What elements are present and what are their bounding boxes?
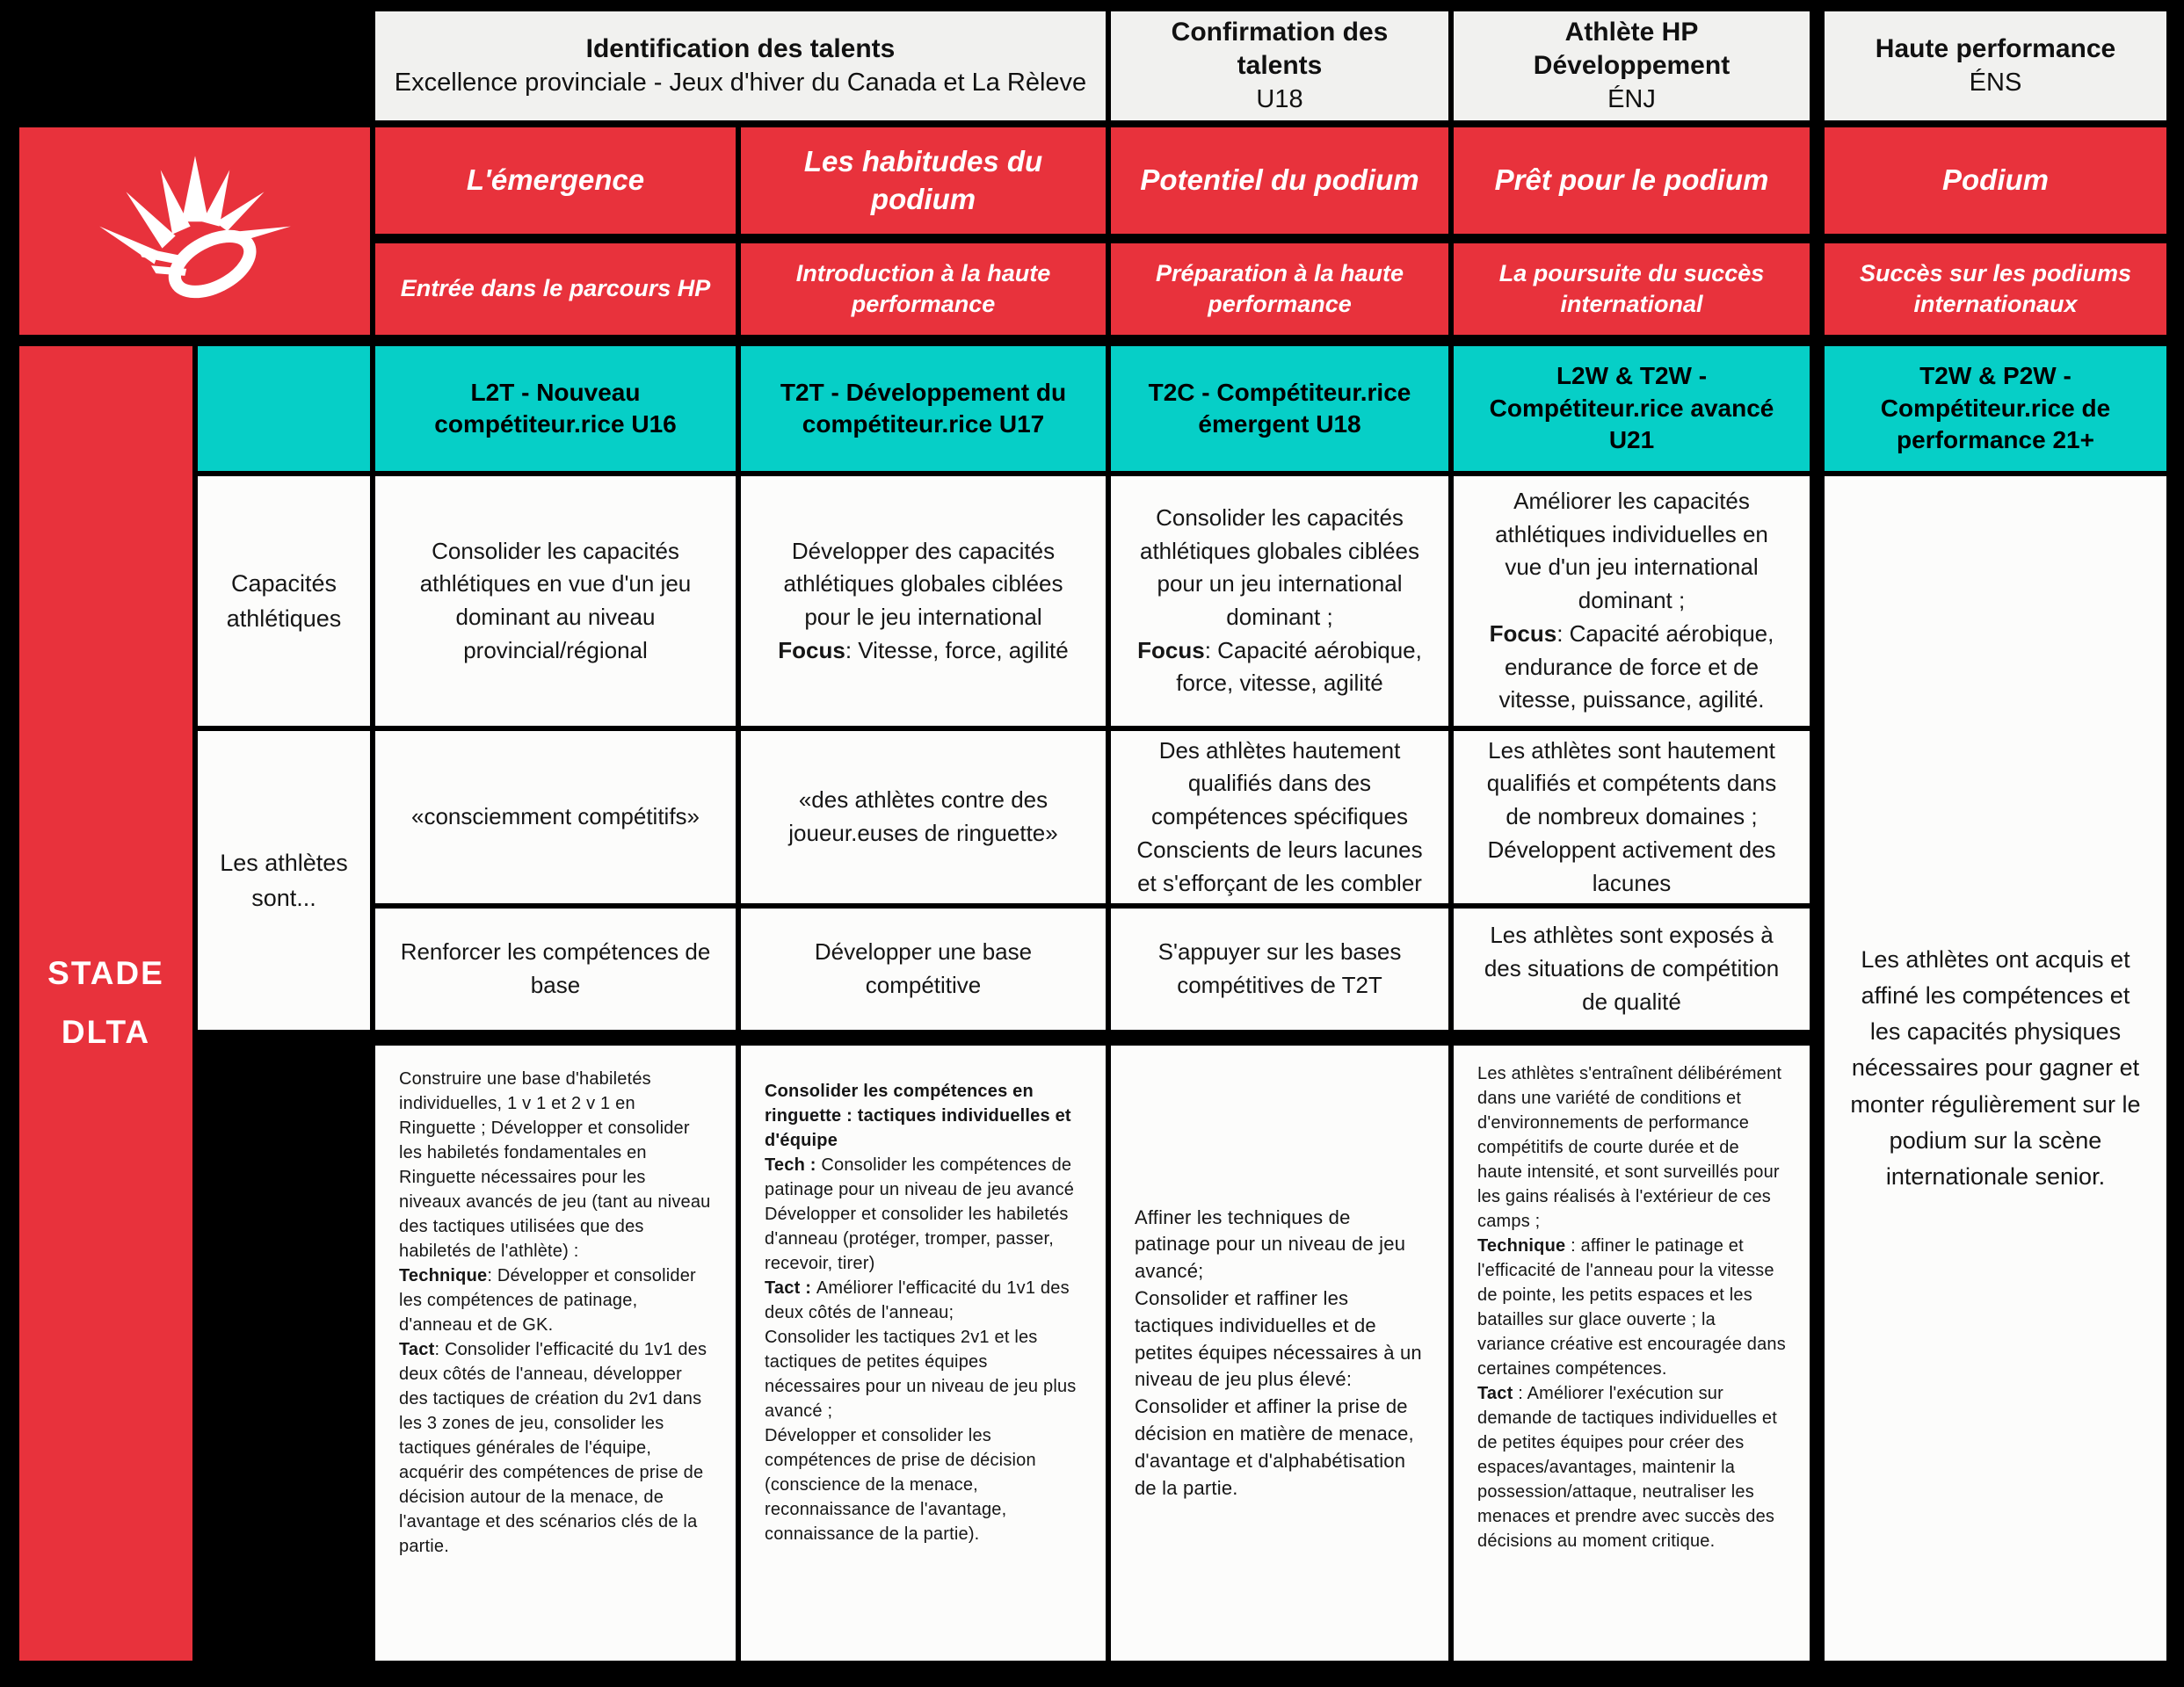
row-label-text: Capacités athlétiques <box>226 569 342 632</box>
phase-pret-podium <box>1454 127 1810 234</box>
development-l2w-cell: Les athlètes s'entraînent délibérément dans une variété de conditions et d'environnements de performance compétitifs de courte durée et de haute intensité, et sont surveillés pour les gains réalisés à l'extérieur de ces camps ; Technique : affiner le patinage et l'efficacité de l'anneau pour la vitesse de pointe, les petits espaces et les batailles sur glace ouverte ; la variance créative est encouragée dans certaines compétences. Tact : Améliorer l'exécution sur demande de tactiques individuelles et de petites équipes pour créer des espaces/avantages, maintenir la possession/attaque, neutraliser les menaces et prendre avec succès des décisions au moment critique. <box>1454 1046 1810 1661</box>
phase-potentiel-podium <box>1111 127 1448 234</box>
pathway-preparation-hp <box>1111 243 1448 335</box>
phase-habitudes-podium <box>741 127 1106 234</box>
base-l2t-cell <box>375 909 736 1030</box>
base-t2c-cell <box>1111 909 1448 1030</box>
podium-summary-cell <box>1825 476 2166 1661</box>
pathway-succes-podiums <box>1825 243 2166 335</box>
capacites-l2t-cell <box>375 476 736 726</box>
podium-summary-text: Les athlètes ont acquis et affiné les compétences et les capacités physiques nécessaires pour gagner et monter régulièrement sur le podium sur la scène internationale senior. <box>1850 946 2141 1190</box>
logo-cell <box>19 127 370 335</box>
cell-text: Les athlètes sont exposés à des situations de compétition de qualité <box>1484 922 1780 1015</box>
stage-label: L2W & T2W - Compétiteur.rice avancé U21 <box>1489 362 1774 454</box>
header-subtitle: Excellence provinciale - Jeux d'hiver du Canada et La Rèleve <box>394 68 1087 97</box>
capacites-l2w-cell: Améliorer les capacités athlétiques individuelles en vue d'un jeu international dominant ; Focus: Capacité aérobique, endurance de force et de vitesse, puissance, agilité. <box>1454 476 1810 726</box>
stage-label: T2W & P2W - Compétiteur.rice de performance 21+ <box>1880 362 2111 454</box>
capacites-t2t-cell: Développer des capacités athlétiques globales ciblées pour le jeu international Focus: Vitesse, force, agilité <box>741 476 1106 726</box>
pathway-label: Introduction à la haute performance <box>795 259 1051 317</box>
base-l2w-cell <box>1454 909 1810 1030</box>
pathway-label: Succès sur les podiums internationaux <box>1859 259 2132 317</box>
header-title: Confirmation des talents <box>1171 18 1389 81</box>
row-label-text: Les athlètes sont... <box>220 849 348 911</box>
stade-dlta-column <box>19 346 192 1661</box>
pathway-poursuite-succes <box>1454 243 1810 335</box>
teal-empty-cell <box>198 346 370 471</box>
pathway-label: Entrée dans le parcours HP <box>400 275 711 302</box>
pathway-label: Préparation à la haute performance <box>1155 259 1404 317</box>
capacites-t2c-cell: Consolider les capacités athlétiques globales ciblées pour un jeu international dominant ; Focus: Capacité aérobique, force, vitesse, agilité <box>1111 476 1448 726</box>
stade-label-line2: DLTA <box>61 1014 151 1050</box>
stage-t2w-p2w <box>1825 346 2166 471</box>
header-haute-performance <box>1825 11 2166 120</box>
stage-l2t <box>375 346 736 471</box>
header-title: Identification des talents <box>585 34 896 64</box>
phase-emergence <box>375 127 736 234</box>
stade-label-line1: STADE <box>47 955 164 992</box>
athletes-t2c-cell: Des athlètes hautement qualifiés dans des compétences spécifiques Conscients de leurs lacunes et s'efforçant de les combler <box>1111 731 1448 903</box>
stage-t2t <box>741 346 1106 471</box>
pathway-entree-hp <box>375 243 736 335</box>
stage-t2c <box>1111 346 1448 471</box>
phase-label: Podium <box>1942 163 2049 197</box>
cell-text: Consolider les capacités athlétiques en vue d'un jeu dominant au niveau provincial/régional <box>419 537 692 663</box>
cell-text: S'appuyer sur les bases compétitives de T2T <box>1157 938 1402 998</box>
cell-text: «des athlètes contre des joueur.euses de ringuette» <box>788 786 1058 846</box>
base-t2t-cell <box>741 909 1106 1030</box>
pathway-label: La poursuite du succès international <box>1498 259 1765 317</box>
development-t2t-cell: Consolider les compétences en ringuette : tactiques individuelles et d'équipe Tech : Consolider les compétences de patinage pour un niveau de jeu avancé Développer et consolider les habiletés d'anneau (protéger, tromper, passer, recevoir, tirer) Tact : Améliorer l'efficacité du 1v1 des deux côtés de l'anneau; Consolider les tactiques 2v1 et les tactiques de petites équipes nécessaires pour un niveau de jeu plus avancé ; Développer et consolider les compétences de prise de décision (conscience de la menace, reconnaissance de l'avantage, connaissance de la partie). <box>741 1046 1106 1661</box>
athletes-l2t-cell <box>375 731 736 903</box>
phase-podium <box>1825 127 2166 234</box>
ringette-canada-logo-icon <box>93 151 297 311</box>
cell-text: «consciemment compétitifs» <box>410 803 700 830</box>
phase-label: Les habitudes du podium <box>803 145 1043 215</box>
cell-text: Renforcer les compétences de base <box>400 938 711 998</box>
phase-label: Prêt pour le podium <box>1494 163 1769 197</box>
stage-label: T2C - Compétiteur.rice émergent U18 <box>1148 378 1411 438</box>
development-l2t-cell: Construire une base d'habiletés individuelles, 1 v 1 et 2 v 1 en Ringuette ; Développer et consolider les habiletés fondamentales en Ringuette nécessaires pour les niveaux avancés de jeu (tant au niveau des tactiques utilisées que des habiletés de l'athlète) : Technique: Développer et consolider les compétences de patinage, d'anneau et de GK. Tact: Consolider l'efficacité du 1v1 des deux côtés de l'anneau, développer des tactiques de création du 2v1 dans les 3 zones de jeu, consolider les tactiques générales de l'équipe, acquérir des compétences de prise de décision autour de la menace, de l'avantage et des scénarios clés de la partie. <box>375 1046 736 1661</box>
athletes-l2w-cell: Les athlètes sont hautement qualifiés et compétents dans de nombreux domaines ; Développent activement des lacunes <box>1454 731 1810 903</box>
development-t2c-cell: Affiner les techniques de patinage pour un niveau de jeu avancé; Consolider et raffiner les tactiques individuelles et de petites équipes nécessaires à un niveau de jeu plus élevé: Consolider et affiner la prise de décision en matière de menace, d'avantage et d'alphabétisation de la partie. <box>1111 1046 1448 1661</box>
header-title: Haute performance <box>1875 34 2116 64</box>
header-subtitle: ÉNS <box>1969 68 2022 97</box>
athletes-t2t-cell <box>741 731 1106 903</box>
phase-label: L'émergence <box>466 163 645 197</box>
header-title: Athlète HP Développement <box>1533 18 1731 81</box>
stage-label: T2T - Développement du compétiteur.rice U17 <box>780 378 1067 438</box>
row-label-capacites <box>198 476 370 726</box>
row-label-athletes <box>198 731 370 1030</box>
header-subtitle: U18 <box>1256 84 1303 113</box>
phase-label: Potentiel du podium <box>1140 163 1419 197</box>
pathway-introduction-hp <box>741 243 1106 335</box>
header-identification-des-talents <box>375 11 1106 120</box>
header-confirmation-des-talents <box>1111 11 1448 120</box>
stage-l2w-t2w <box>1454 346 1810 471</box>
stage-label: L2T - Nouveau compétiteur.rice U16 <box>434 378 677 438</box>
header-subtitle: ÉNJ <box>1607 84 1656 113</box>
cell-text: Développer une base compétitive <box>814 938 1033 998</box>
header-athlete-hp-developpement <box>1454 11 1810 120</box>
